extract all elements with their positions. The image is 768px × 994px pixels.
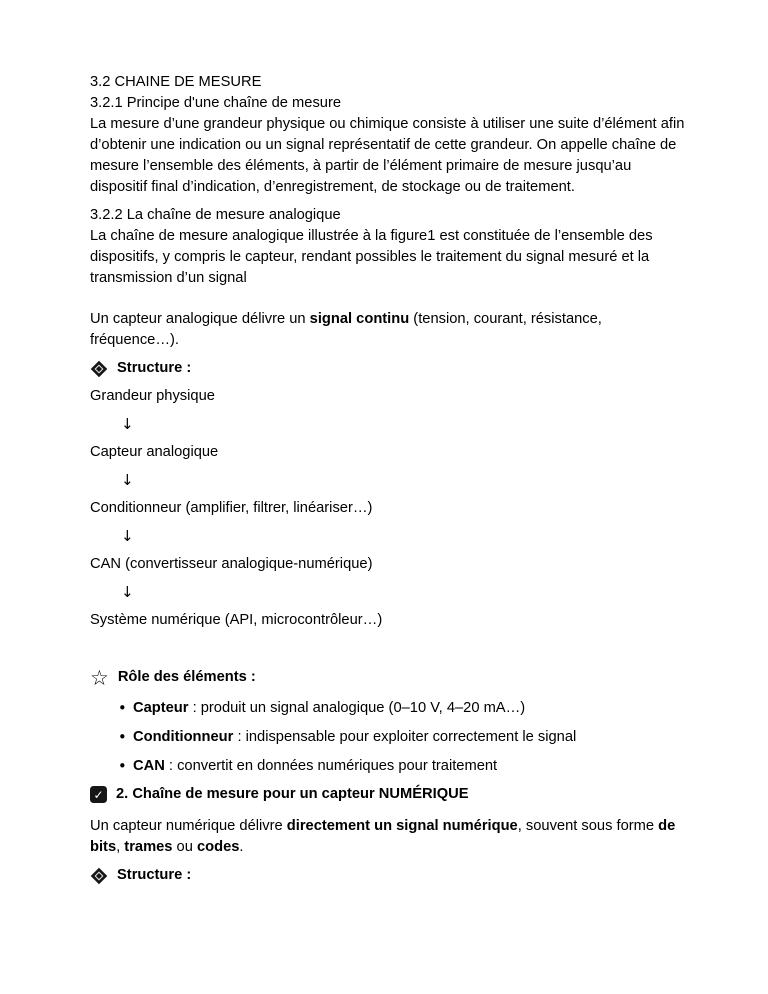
chain-step-conditionneur: Conditionneur (amplifier, filtrer, linéariser…) <box>90 500 373 516</box>
chain-step-can: CAN (convertisseur analogique-numérique) <box>90 556 373 572</box>
text-run-bold: trames <box>124 839 173 855</box>
down-arrow-icon: ↓ <box>121 471 134 489</box>
chain-step-systeme: Système numérique (API, microcontrôleur…) <box>90 612 383 628</box>
section-title: 3.2 CHAINE DE MESURE <box>90 74 262 90</box>
text-run: , souvent sous forme <box>517 818 659 834</box>
text-run: , <box>116 839 125 855</box>
text-run-bold: signal continu <box>309 311 410 327</box>
roles-heading-label: Rôle des éléments : <box>117 669 256 685</box>
analog-section-title: 3.2.2 La chaîne de mesure analogique <box>90 207 341 223</box>
structure-heading-label: Structure : <box>117 867 192 883</box>
role-desc: : produit un signal analogique (0–10 V, 4–20 mA…) <box>188 700 526 716</box>
text-run-bold: codes <box>196 839 240 855</box>
numeric-section-heading <box>90 784 691 805</box>
structure-heading-analog <box>90 358 691 379</box>
text-run: Un capteur analogique délivre un <box>90 311 310 327</box>
role-desc: : convertit en données numériques pour traitement <box>164 758 498 774</box>
down-arrow-icon: ↓ <box>121 415 134 433</box>
bullet-icon: • <box>118 729 127 746</box>
roles-list <box>90 698 691 777</box>
roles-heading <box>90 667 691 688</box>
list-item-text <box>133 727 691 748</box>
role-term: Conditionneur <box>133 729 234 745</box>
chain-step-grandeur: Grandeur physique <box>90 388 215 404</box>
down-arrow-icon: ↓ <box>121 527 134 545</box>
text-run: (tension, courant, résistance, fréquence…). <box>90 311 602 348</box>
star-icon: ☆ <box>90 665 109 690</box>
role-term: CAN <box>133 758 165 774</box>
text-run: . <box>239 839 244 855</box>
list-item-text <box>133 756 691 777</box>
text-run: ou <box>172 839 197 855</box>
subsection-title: 3.2.1 Principe d'une chaîne de mesure <box>90 95 342 111</box>
intro-paragraph: La mesure d’une grandeur physique ou chimique consiste à utiliser une suite d’élément afin d’obtenir une indication ou un signal représentatif de cette grandeur. On appelle chaîne de mesure l’ensemble des éléments, à partir de l’élément primaire de mesure jusqu’au dispositif final d’indication, d’enregistrement, de stockage ou de traitement. <box>90 116 685 195</box>
checkmark-icon: ✓ <box>93 787 104 802</box>
bullet-icon: • <box>118 700 127 717</box>
list-item-text <box>133 698 691 719</box>
bullet-icon: • <box>118 758 127 775</box>
diamond-icon <box>90 360 108 378</box>
document-body <box>90 72 691 893</box>
text-run: Un capteur numérique délivre <box>90 818 287 834</box>
structure-heading-numeric <box>90 865 691 886</box>
text-run-bold: de bits <box>90 818 676 855</box>
list-item <box>90 756 691 777</box>
analog-sensor-paragraph <box>90 309 691 351</box>
text-run-bold: directement un signal numérique <box>286 818 518 834</box>
analog-paragraph: La chaîne de mesure analogique illustrée à la figure1 est constituée de l’ensemble des dispositifs, y compris le capteur, rendant possibles le traitement du signal mesuré et la transmission d’un signal <box>90 228 653 286</box>
checked-checkbox-icon <box>90 786 107 803</box>
blank-line <box>90 638 691 667</box>
list-item <box>90 727 691 748</box>
numeric-paragraph <box>90 816 691 858</box>
diamond-icon <box>90 867 108 885</box>
structure-heading-label: Structure : <box>117 360 192 376</box>
role-term: Capteur <box>133 700 189 716</box>
numeric-section-title: 2. Chaîne de mesure pour un capteur NUMÉRIQUE <box>116 786 469 802</box>
chain-step-capteur: Capteur analogique <box>90 444 219 460</box>
role-desc: : indispensable pour exploiter correctement le signal <box>233 729 577 745</box>
list-item <box>90 698 691 719</box>
down-arrow-icon: ↓ <box>121 583 134 601</box>
